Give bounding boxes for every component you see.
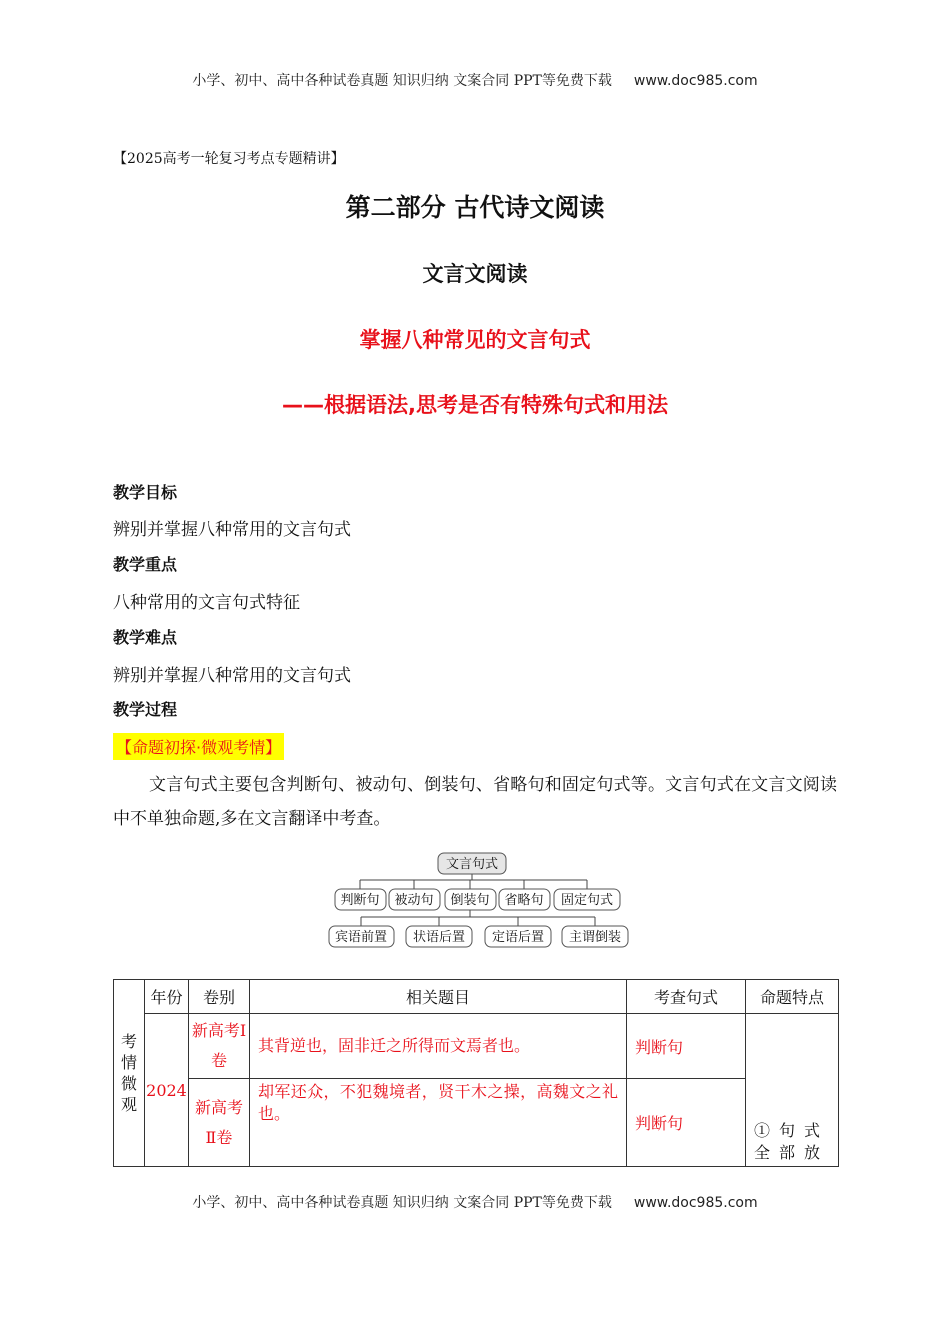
tree-label-attributive-postposing: 定语后置 <box>491 930 545 945</box>
goal-heading: 教学目标 <box>113 483 178 502</box>
header-text: 小学、初中、高中各种试卷真题 知识归纳 文案合同 PPT等免费下载 <box>192 73 612 89</box>
header-question: 相关题目 <box>250 980 627 1014</box>
type-cell: 判断句 <box>627 1079 746 1167</box>
tree-label-passive: 被动句 <box>394 893 434 908</box>
type-cell: 判断句 <box>627 1014 746 1079</box>
tree-label-adverbial-postposing: 状语后置 <box>412 930 466 945</box>
header-type: 考查句式 <box>627 980 746 1014</box>
question-cell: 却军还众，不犯魏境者，贤干木之操，高魏文之礼也。 <box>250 1079 627 1167</box>
topic-title: 掌握八种常见的文言句式 <box>359 328 591 352</box>
page-title: 第二部分 古代诗文阅读 <box>345 193 605 222</box>
difficulty-text: 辨别并掌握八种常用的文言句式 <box>113 666 351 686</box>
header-feature: 命题特点 <box>746 980 839 1014</box>
section-title: 文言文阅读 <box>422 262 528 286</box>
footer-text: 小学、初中、高中各种试卷真题 知识归纳 文案合同 PPT等免费下载 <box>192 1195 612 1211</box>
tree-label-object-preposing: 宾语前置 <box>334 930 388 945</box>
table-row <box>114 1014 839 1079</box>
table-row <box>114 1079 839 1167</box>
feature-cell: ①句式全部放 <box>746 1014 839 1167</box>
tree-label-subject-inversion: 主谓倒装 <box>568 930 622 945</box>
series-label: 【2025高考一轮复习考点专题精讲】 <box>113 151 345 167</box>
year-cell: 2024 <box>145 1014 189 1167</box>
process-heading: 教学过程 <box>113 700 178 719</box>
highlight-tag: 【命题初探·微观考情】 <box>113 733 284 760</box>
goal-text: 辨别并掌握八种常用的文言句式 <box>113 520 351 540</box>
tree-label-judgment: 判断句 <box>340 893 380 908</box>
exam-table <box>113 979 839 1167</box>
tree-label-fixed: 固定句式 <box>560 893 614 908</box>
paper-cell: 新高考Ⅰ卷 <box>189 1014 250 1079</box>
page-footer <box>0 1192 950 1212</box>
intro-paragraph: 文言句式主要包含判断句、被动句、倒装句、省略句和固定句式等。文言句式在文言文阅读中不单独命题,多在文言翻译中考查。 <box>113 775 837 829</box>
question-cell: 其背逆也，固非迁之所得而文焉者也。 <box>250 1014 627 1079</box>
tree-label-inversion: 倒装句 <box>450 893 490 908</box>
difficulty-heading: 教学难点 <box>113 628 178 647</box>
table-side-label: 考情微观 <box>114 980 145 1167</box>
focus-text: 八种常用的文言句式特征 <box>113 593 300 613</box>
tree-root-label: 文言句式 <box>445 857 499 872</box>
header-paper: 卷别 <box>189 980 250 1014</box>
paper-cell: 新高考Ⅱ卷 <box>189 1079 250 1167</box>
focus-heading: 教学重点 <box>113 555 178 574</box>
topic-subtitle: ——根据语法,思考是否有特殊句式和用法 <box>282 393 668 417</box>
header-year: 年份 <box>145 980 189 1014</box>
header-site[interactable]: www.doc985.com <box>633 73 758 89</box>
footer-site[interactable]: www.doc985.com <box>633 1195 758 1211</box>
tree-label-omission: 省略句 <box>504 893 544 908</box>
